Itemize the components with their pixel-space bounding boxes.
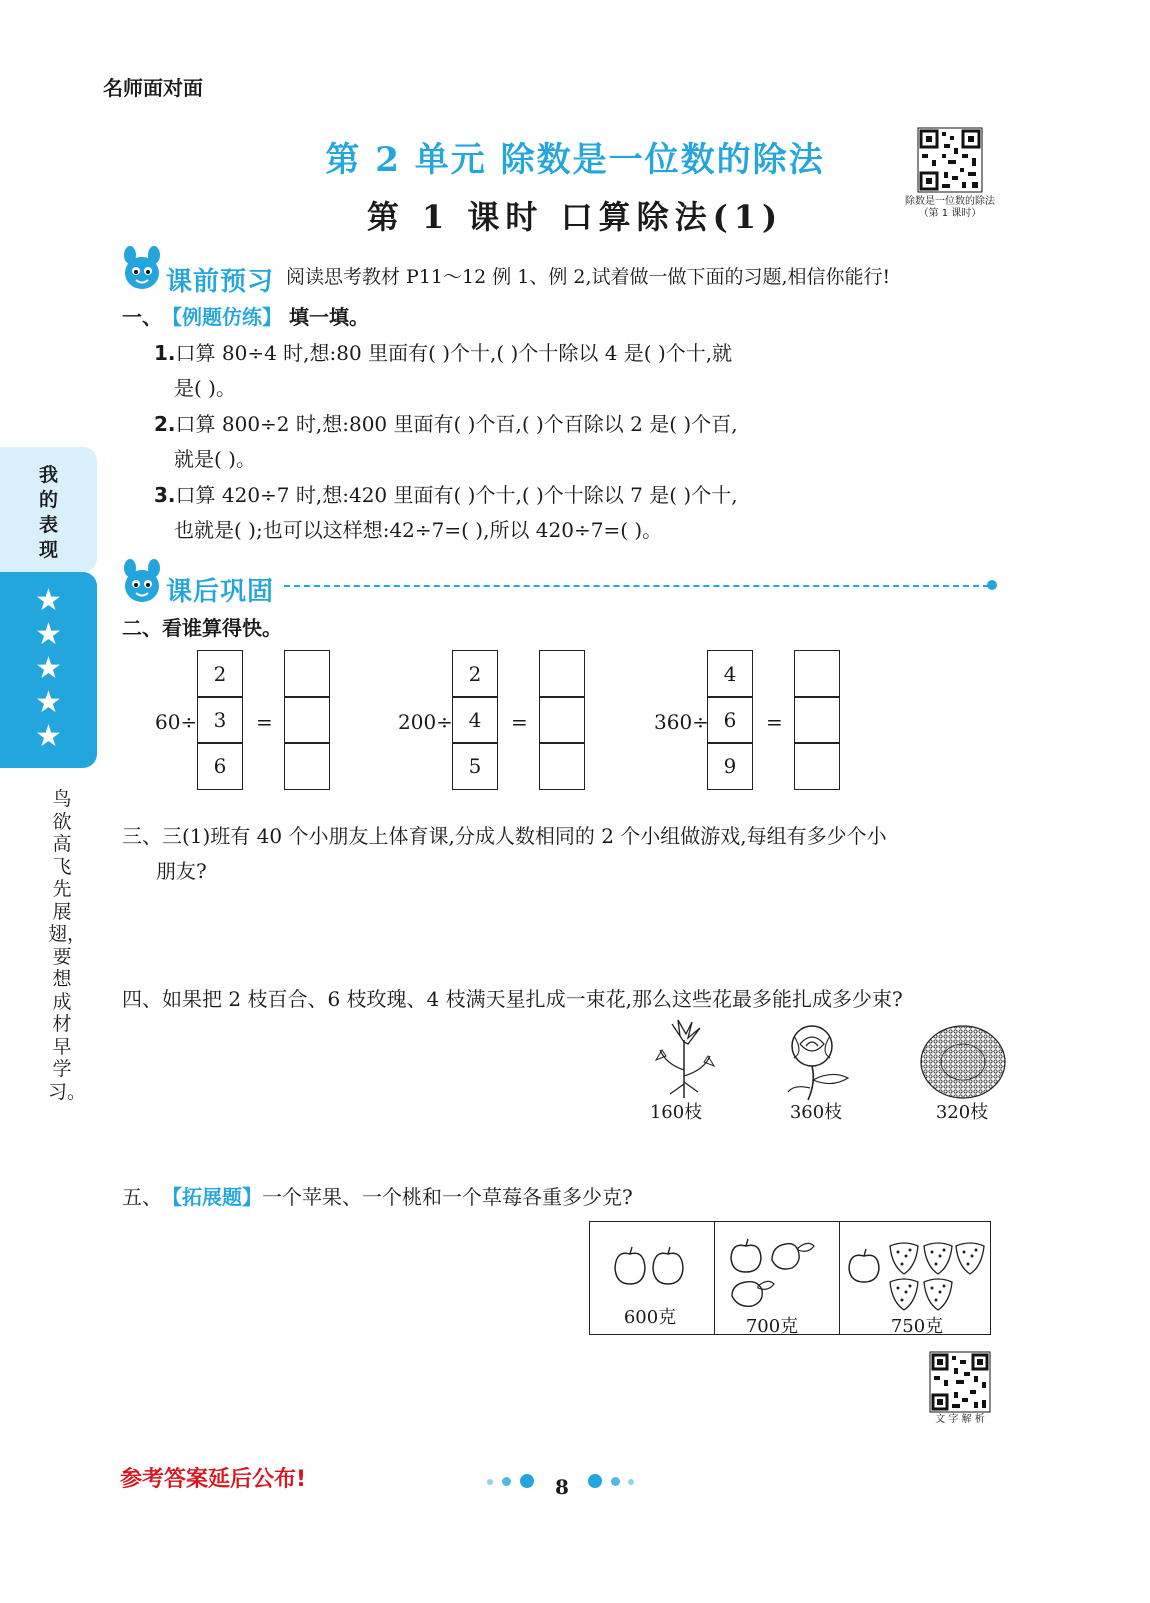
q2-dividend: 360÷ bbox=[654, 710, 709, 734]
box-1-weight: 600克 bbox=[623, 1307, 677, 1328]
q2-answer-cell[interactable] bbox=[284, 650, 330, 698]
qr-code-bottom[interactable] bbox=[930, 1352, 990, 1412]
qr-label-bottom: 文 字 解 析 bbox=[935, 1414, 985, 1425]
q2-divisor-cell: 2 bbox=[197, 650, 243, 698]
q2-answer-cell[interactable] bbox=[794, 650, 840, 698]
sidebar-char: 我 bbox=[38, 464, 58, 486]
sidebar-star-rating[interactable] bbox=[0, 572, 97, 768]
item-number: 1. bbox=[154, 341, 176, 365]
qr-icon bbox=[918, 128, 982, 192]
item-text: 口算 80÷4 时,想:80 里面有( )个十,( )个十除以 4 是( )个十,就 bbox=[175, 341, 733, 365]
box-3-weight: 750克 bbox=[890, 1316, 944, 1337]
divider-end-dot bbox=[987, 580, 997, 590]
qr-icon bbox=[930, 1352, 990, 1412]
q2-dividend: 60÷ bbox=[155, 710, 198, 734]
question-1-title bbox=[122, 304, 369, 330]
q1-item-1-line1 bbox=[154, 340, 732, 366]
q2-divisor-cell: 5 bbox=[452, 742, 498, 790]
q2-answer-cell[interactable] bbox=[539, 742, 585, 790]
item-text: 口算 800÷2 时,想:800 里面有( )个百,( )个百除以 2 是( )个百, bbox=[175, 412, 738, 436]
rose-icon bbox=[780, 1022, 854, 1106]
page-dot bbox=[628, 1479, 634, 1485]
q2-answer-cell[interactable] bbox=[539, 696, 585, 744]
q2-dividend: 200÷ bbox=[398, 710, 453, 734]
babys-breath-icon bbox=[918, 1024, 1008, 1104]
apple-peach-icon bbox=[728, 1238, 818, 1314]
page-dot bbox=[520, 1474, 534, 1488]
page-dot bbox=[502, 1477, 511, 1486]
item-text: 口算 420÷7 时,想:420 里面有( )个十,( )个十除以 7 是( )个十, bbox=[175, 483, 738, 507]
brand-name: 名师面对面 bbox=[103, 76, 203, 100]
page-dot bbox=[611, 1477, 620, 1486]
q1-item-2-line1 bbox=[154, 411, 738, 437]
q2-answer-cell[interactable] bbox=[284, 696, 330, 744]
section-divider bbox=[284, 585, 989, 587]
sidebar-char: 的 bbox=[38, 489, 58, 511]
lesson-title: 第 1 课时 口算除法(1) bbox=[366, 198, 784, 236]
rose-count: 360枝 bbox=[789, 1102, 843, 1123]
q2-equals: = bbox=[511, 710, 528, 734]
babys-breath-count: 320枝 bbox=[935, 1102, 989, 1123]
page-number: 8 bbox=[555, 1475, 569, 1499]
box-2-weight: 700克 bbox=[745, 1316, 799, 1337]
sidebar-motto: 鸟欲高飞先展翅，要想成材早学习。 bbox=[48, 788, 87, 1103]
q2-equals: = bbox=[256, 710, 273, 734]
apple-icon bbox=[612, 1246, 688, 1292]
q2-equals: = bbox=[766, 710, 783, 734]
review-heading: 课后巩固 bbox=[166, 577, 275, 607]
qr-code-top[interactable] bbox=[918, 128, 982, 192]
q1-item-1-line2: 是( )。 bbox=[174, 376, 236, 400]
q2-divisor-cell: 4 bbox=[707, 650, 753, 698]
question-3-line2: 朋友? bbox=[156, 859, 207, 883]
question-3-line1: 三、三(1)班有 40 个小朋友上体育课,分成人数相同的 2 个小组做游戏,每组有多少个小 bbox=[122, 824, 887, 848]
item-number: 2. bbox=[154, 412, 176, 436]
q1-item-2-line2: 就是( )。 bbox=[174, 447, 256, 471]
q2-divisor-cell: 6 bbox=[197, 742, 243, 790]
q5-title: 一个苹果、一个桃和一个草莓各重多少克? bbox=[262, 1185, 633, 1209]
star-icon[interactable]: ★ bbox=[35, 685, 62, 720]
star-icon[interactable]: ★ bbox=[35, 719, 62, 754]
page-dot bbox=[487, 1479, 493, 1485]
qr-label-line2: （第 1 课时） bbox=[918, 208, 982, 219]
mascot-icon bbox=[120, 247, 164, 295]
q5-tag: 【拓展题】 bbox=[162, 1185, 262, 1209]
preview-heading: 课前预习 bbox=[166, 267, 275, 297]
q1-prefix: 一、 bbox=[122, 305, 162, 329]
qr-label-line1: 除数是一位数的除法 bbox=[905, 196, 995, 207]
q1-item-3-line2: 也就是( );也可以这样想:42÷7=( ),所以 420÷7=( )。 bbox=[174, 518, 663, 542]
q2-answer-cell[interactable] bbox=[284, 742, 330, 790]
question-4-title: 四、如果把 2 枝百合、6 枝玫瑰、4 枝满天星扎成一束花,那么这些花最多能扎成多少束? bbox=[122, 987, 903, 1011]
item-number: 3. bbox=[154, 483, 176, 507]
question-5-title bbox=[122, 1184, 633, 1210]
page-dot bbox=[588, 1474, 602, 1488]
q2-divisor-cell: 3 bbox=[197, 696, 243, 744]
apple-strawberry-icon bbox=[846, 1238, 988, 1318]
q2-answer-cell[interactable] bbox=[539, 650, 585, 698]
answer-notice: 参考答案延后公布! bbox=[120, 1467, 307, 1492]
q5-prefix: 五、 bbox=[122, 1185, 162, 1209]
q2-divisor-cell: 9 bbox=[707, 742, 753, 790]
unit-title: 第 2 单元 除数是一位数的除法 bbox=[325, 140, 825, 180]
preview-intro: 阅读思考教材 P11～12 例 1、例 2,试着做一做下面的习题,相信你能行! bbox=[286, 266, 891, 288]
q2-answer-cell[interactable] bbox=[794, 696, 840, 744]
star-icon[interactable]: ★ bbox=[35, 583, 62, 618]
mascot-icon bbox=[120, 560, 164, 608]
star-icon[interactable]: ★ bbox=[35, 651, 62, 686]
q2-divisor-cell: 6 bbox=[707, 696, 753, 744]
q1-title: 填一填。 bbox=[282, 305, 369, 329]
q2-answer-cell[interactable] bbox=[794, 742, 840, 790]
qr-label-top bbox=[890, 196, 1010, 220]
lily-icon bbox=[652, 1020, 716, 1104]
lily-count: 160枝 bbox=[649, 1102, 703, 1123]
q2-divisor-cell: 2 bbox=[452, 650, 498, 698]
sidebar-char: 现 bbox=[38, 539, 58, 561]
q1-tag: 【例题仿练】 bbox=[162, 305, 282, 329]
sidebar-char: 表 bbox=[38, 514, 58, 536]
sidebar-performance-label bbox=[0, 447, 97, 572]
star-icon[interactable]: ★ bbox=[35, 617, 62, 652]
question-2-title: 二、看谁算得快。 bbox=[122, 616, 282, 640]
q1-item-3-line1 bbox=[154, 482, 738, 508]
q2-divisor-cell: 4 bbox=[452, 696, 498, 744]
